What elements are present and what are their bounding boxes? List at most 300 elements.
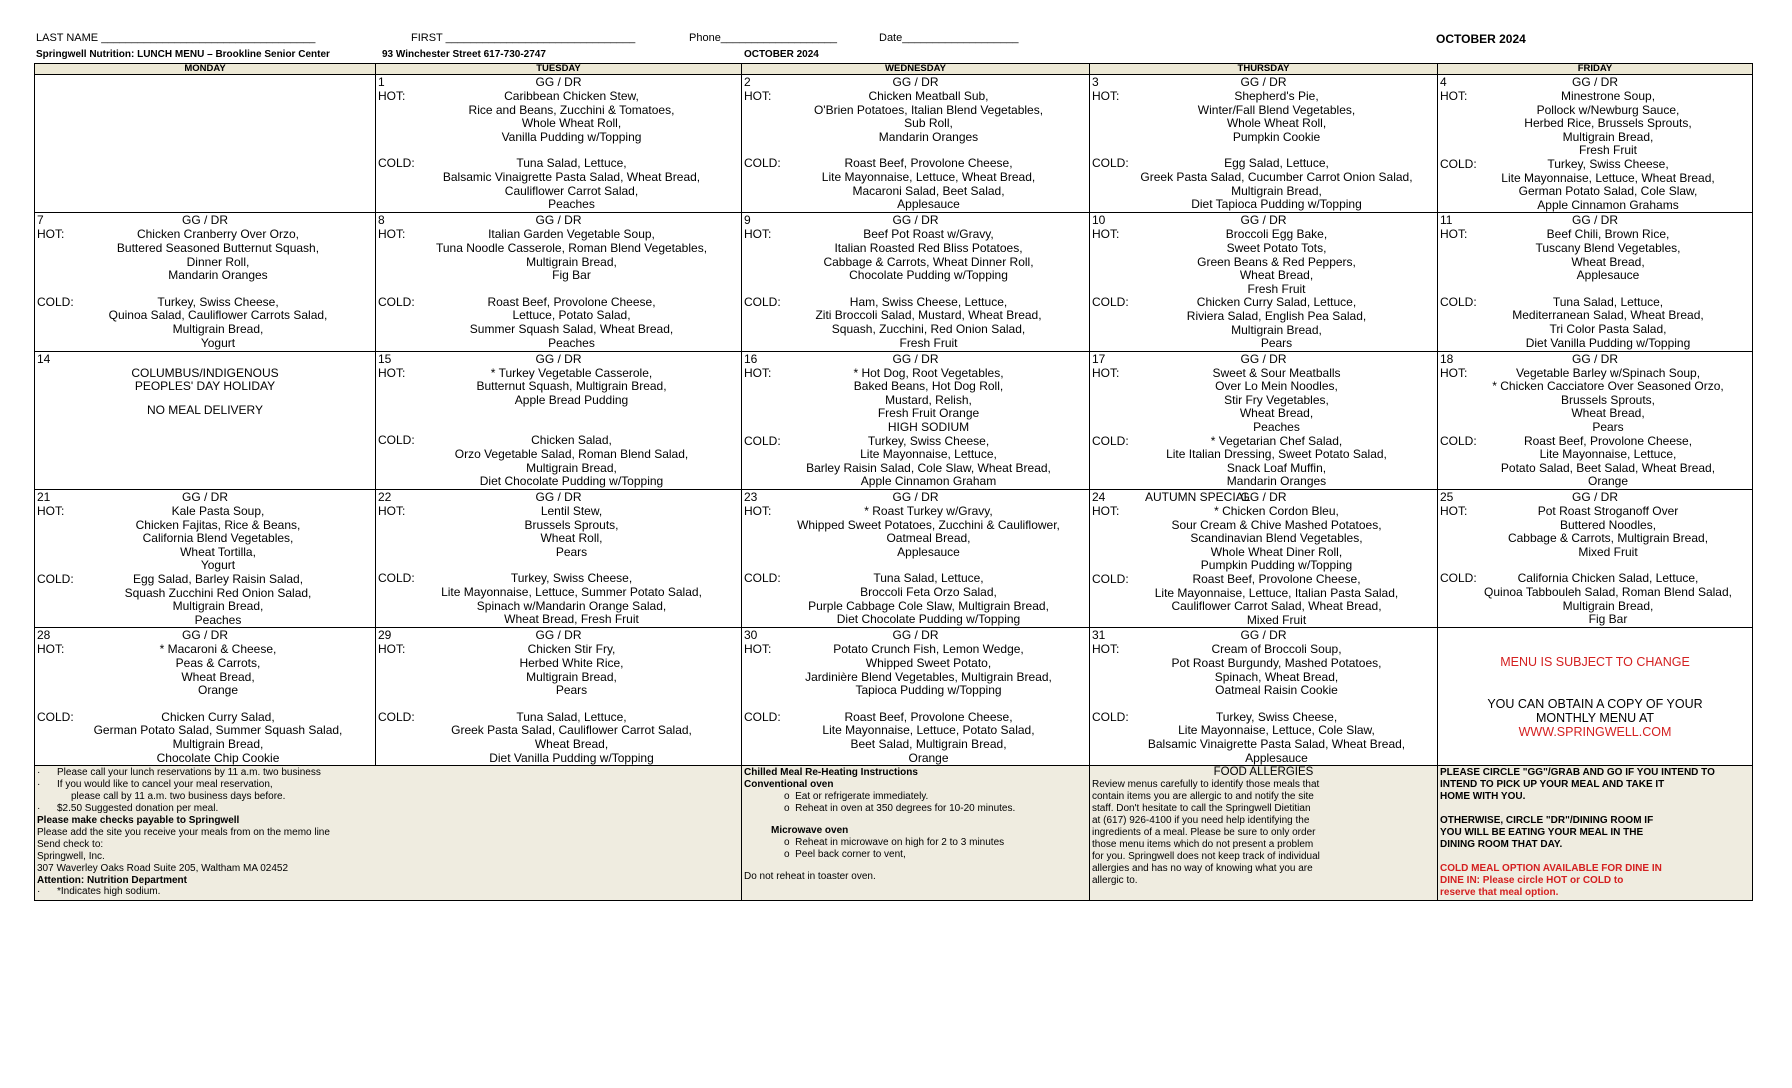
notice-gap	[1440, 669, 1750, 697]
day-content	[37, 214, 373, 350]
cold-label[interactable]: COLD:	[744, 433, 781, 448]
menu-item: Caribbean Chicken Stew,	[504, 89, 639, 103]
day-header	[37, 491, 373, 505]
weekday-header: WEDNESDAY	[742, 64, 1090, 75]
footer-line: · If you would like to cancel your meal reservation,	[37, 779, 273, 791]
day-header	[378, 491, 739, 505]
food-allergies	[1090, 766, 1438, 901]
menu-item: Ziti Broccoli Salad, Mustard, Wheat Bread,	[815, 308, 1042, 323]
hot-section	[1092, 90, 1435, 144]
menu-item: Rice and Beans, Zucchini & Tomatoes,	[468, 102, 675, 117]
day-cell	[742, 75, 1090, 213]
menu-item: Roast Beef, Provolone Cheese,	[844, 709, 1013, 724]
menu-item: * Chicken Cordon Bleu,	[1214, 504, 1339, 519]
menu-item: Pears	[1592, 420, 1624, 435]
menu-item: Broccoli Feta Orzo Salad,	[860, 585, 997, 599]
menu-item: Multigrain Bread,	[526, 669, 617, 684]
menu-item: Fig Bar	[552, 268, 591, 283]
menu-title: Springwell Nutrition: LUNCH MENU – Brookline Senior Center	[36, 49, 330, 60]
menu-item: Minestrone Soup,	[1560, 89, 1656, 103]
cold-items	[744, 157, 1087, 211]
allergy-line: staff. Don't hesitate to call the Springwell Dietitian	[1092, 803, 1311, 815]
day-number: 4	[1440, 75, 1447, 89]
menu-item: Potato Salad, Beet Salad, Wheat Bread,	[1500, 460, 1716, 475]
section-gap	[37, 698, 373, 711]
menu-item: Winter/Fall Blend Vegetables,	[1197, 102, 1356, 117]
day-content	[744, 76, 1087, 212]
menu-item: Whole Wheat Diner Roll,	[1210, 544, 1343, 559]
cold-label[interactable]: COLD:	[1092, 572, 1129, 586]
cold-label[interactable]: COLD:	[378, 294, 415, 309]
hot-items	[378, 367, 739, 408]
hot-label[interactable]: HOT:	[378, 89, 406, 103]
day-content	[1092, 629, 1435, 765]
day-header	[1440, 491, 1750, 505]
menu-item: Barley Raisin Salad, Cole Slaw, Wheat Bread,	[806, 460, 1051, 475]
hot-label[interactable]: HOT:	[744, 227, 772, 242]
day-cell	[376, 213, 742, 351]
hot-label[interactable]: HOT:	[1092, 227, 1120, 242]
menu-item: Turkey, Swiss Cheese,	[510, 571, 633, 586]
menu-item: Ham, Swiss Cheese, Lettuce,	[849, 294, 1008, 309]
day-cell	[35, 351, 376, 489]
menu-item: Lite Italian Dressing, Sweet Potato Salad,	[1166, 447, 1387, 462]
day-header	[37, 353, 373, 367]
menu-item: Whole Wheat Roll,	[1226, 116, 1327, 131]
cold-label[interactable]: COLD:	[744, 709, 781, 724]
hot-label[interactable]: HOT:	[744, 504, 772, 519]
menu-item: Multigrain Bread,	[1562, 598, 1654, 613]
day-content	[1092, 353, 1435, 489]
menu-item: Peaches	[194, 612, 242, 627]
cold-label[interactable]: COLD:	[744, 294, 781, 309]
cold-items	[744, 435, 1087, 489]
footer-line: Springwell, Inc.	[37, 850, 105, 862]
cold-label[interactable]: COLD:	[378, 433, 415, 448]
reheat-step: o Peel back corner to vent,	[784, 848, 906, 860]
hot-items	[1092, 643, 1435, 697]
reservation-info	[35, 766, 742, 901]
menu-item: Tuna Salad, Lettuce,	[873, 571, 984, 586]
hot-label[interactable]: HOT:	[378, 504, 406, 519]
hot-items	[1440, 505, 1750, 559]
menu-item: Diet Vanilla Pudding w/Topping	[489, 750, 654, 765]
cold-label[interactable]: COLD:	[1092, 433, 1129, 448]
hot-label[interactable]: HOT:	[744, 365, 772, 380]
cold-label[interactable]: COLD:	[1440, 156, 1477, 171]
gg-dr-choice[interactable]: GG / DR	[1240, 75, 1287, 89]
cold-items	[37, 711, 373, 765]
reheat-subtitle: Microwave oven	[771, 825, 849, 836]
cold-items	[378, 296, 739, 350]
cold-section	[37, 573, 373, 627]
day-content	[744, 491, 1087, 627]
menu-item: * Macaroni & Cheese,	[159, 642, 277, 657]
cold-items	[1092, 157, 1435, 211]
cold-section	[378, 157, 739, 211]
cold-items	[1092, 573, 1435, 627]
day-header	[744, 629, 1087, 643]
menu-item: Mandarin Oranges	[1226, 474, 1327, 489]
weekday-header: MONDAY	[35, 64, 376, 75]
website-link[interactable]: WWW.SPRINGWELL.COM	[1518, 725, 1672, 740]
day-cell	[1090, 490, 1438, 628]
menu-item: Buttered Noodles,	[1559, 517, 1657, 532]
menu-item: Turkey, Swiss Cheese,	[1547, 156, 1669, 171]
hot-label[interactable]: HOT:	[37, 504, 65, 519]
gg-dr-choice[interactable]: GG / DR	[892, 351, 939, 366]
circle-line: INTEND TO PICK UP YOUR MEAL AND TAKE IT	[1440, 779, 1665, 791]
weekday-header: THURSDAY	[1090, 64, 1438, 75]
menu-item: Potato Crunch Fish, Lemon Wedge,	[833, 642, 1024, 657]
menu-item: Tapioca Pudding w/Topping	[855, 683, 1002, 698]
hot-section	[1440, 505, 1750, 559]
day-cell	[1090, 628, 1438, 766]
day-number: 22	[378, 490, 392, 505]
gg-dr-choice[interactable]: GG / DR	[1571, 213, 1618, 228]
menu-item: Peaches	[548, 335, 595, 350]
day-header	[744, 214, 1087, 228]
gg-dr-choice[interactable]: GG / DR	[1571, 75, 1618, 89]
menu-item: Greek Pasta Salad, Cauliflower Carrot Salad,	[451, 723, 692, 738]
menu-item: Applesauce	[1576, 268, 1640, 283]
cold-items	[37, 296, 373, 350]
gg-dr-choice[interactable]: GG / DR	[181, 628, 228, 643]
hot-items	[744, 90, 1087, 144]
hot-items	[1440, 90, 1750, 158]
day-content	[378, 76, 739, 212]
gg-dr-choice[interactable]: GG / DR	[535, 75, 582, 89]
hot-label[interactable]: HOT:	[744, 642, 772, 657]
special-label: AUTUMN SPECIAL	[1145, 490, 1251, 505]
menu-item: Chicken Salad,	[531, 433, 612, 448]
day-number: 17	[1092, 351, 1106, 366]
day-content	[378, 629, 739, 765]
menu-item: Wheat Bread,	[1239, 406, 1314, 421]
cold-items	[1440, 158, 1750, 212]
gg-dr-choice[interactable]: GG / DR	[181, 213, 228, 228]
day-cell	[35, 628, 376, 766]
menu-item: Green Beans & Red Peppers,	[1197, 254, 1356, 269]
cold-items	[378, 157, 739, 211]
cold-section	[1440, 435, 1750, 489]
cold-label[interactable]: COLD:	[1440, 294, 1477, 309]
menu-item: Brussels Sprouts,	[1560, 392, 1656, 407]
menu-item: Lettuce, Potato Salad,	[512, 308, 631, 323]
hot-section	[744, 228, 1087, 282]
menu-item: Multigrain Bread,	[172, 599, 264, 614]
menu-item: Turkey, Swiss Cheese,	[157, 294, 279, 309]
allergy-line: at (617) 926-4100 if you need help identifying the	[1092, 815, 1310, 826]
day-header	[1092, 491, 1435, 505]
menu-item: Squash Zucchini Red Onion Salad,	[124, 585, 312, 600]
date-field[interactable]: Date___________________	[879, 32, 1019, 44]
menu-item: Wheat Tortilla,	[180, 544, 256, 559]
hot-label[interactable]: HOT:	[744, 89, 772, 103]
menu-item: Balsamic Vinaigrette Pasta Salad, Wheat Bread,	[1147, 736, 1406, 751]
menu-item: Lite Mayonnaise, Lettuce, Potato Salad,	[822, 723, 1035, 738]
last-name-field[interactable]: LAST NAME ___________________________________	[36, 32, 316, 44]
menu-item: Chicken Meatball Sub,	[868, 89, 989, 103]
hot-label[interactable]: HOT:	[1092, 642, 1120, 657]
menu-item: Yogurt	[200, 335, 236, 350]
cold-label[interactable]: COLD:	[378, 709, 415, 724]
day-content	[744, 214, 1087, 350]
menu-item: Vegetable Barley w/Spinach Soup,	[1515, 365, 1701, 380]
footer-row	[35, 766, 1753, 901]
cold-label[interactable]: COLD:	[378, 156, 415, 171]
menu-item: Cream of Broccoli Soup,	[1211, 642, 1342, 657]
cold-items	[744, 711, 1087, 765]
day-header	[37, 214, 373, 228]
day-content	[1440, 214, 1750, 350]
menu-item: Wheat Bread,	[534, 736, 609, 751]
menu-item: Lite Mayonnaise, Lettuce, Summer Potato Salad,	[441, 585, 702, 599]
menu-month: OCTOBER 2024	[744, 49, 819, 60]
day-header	[37, 629, 373, 643]
gg-dr-choice[interactable]: GG / DR	[1571, 490, 1618, 505]
cold-items	[378, 711, 739, 765]
day-cell	[376, 351, 742, 489]
hot-label[interactable]: HOT:	[1440, 227, 1468, 242]
section-gap	[744, 698, 1087, 711]
gg-dr-choice[interactable]: GG / DR	[892, 490, 939, 505]
day-number: 15	[378, 351, 392, 366]
hot-label[interactable]: HOT:	[378, 227, 406, 242]
day-number: 24	[1092, 490, 1106, 505]
holiday-line: PEOPLES' DAY HOLIDAY	[134, 379, 276, 394]
day-cell	[376, 75, 742, 213]
menu-item: Over Lo Mein Noodles,	[1215, 379, 1338, 394]
gg-dr-choice[interactable]: GG / DR	[1240, 351, 1287, 366]
cold-section	[744, 157, 1087, 211]
menu-item: Buttered Seasoned Butternut Squash,	[116, 240, 320, 255]
menu-item: Sub Roll,	[904, 116, 953, 131]
menu-item: Mustard, Relish,	[885, 392, 972, 407]
phone-field[interactable]: Phone___________________	[689, 32, 838, 44]
day-cell	[1090, 213, 1438, 351]
cold-label[interactable]: COLD:	[37, 572, 74, 586]
menu-item: Sweet & Sour Meatballs	[1212, 365, 1341, 380]
day-number: 7	[37, 213, 44, 228]
cold-section	[1440, 158, 1750, 212]
menu-item: Apple Bread Pudding	[514, 392, 629, 407]
cold-label[interactable]: COLD:	[744, 156, 781, 171]
cold-section	[744, 435, 1087, 489]
menu-item: Dinner Roll,	[186, 254, 250, 269]
hot-label[interactable]: HOT:	[1092, 365, 1120, 380]
hot-label[interactable]: HOT:	[1440, 365, 1468, 380]
day-content	[378, 491, 739, 627]
hot-label[interactable]: HOT:	[37, 227, 65, 242]
day-header	[378, 214, 739, 228]
day-number: 23	[744, 490, 758, 505]
menu-item: Whipped Sweet Potato,	[865, 655, 992, 670]
cold-label[interactable]: COLD:	[1440, 433, 1477, 448]
menu-item: Kale Pasta Soup,	[171, 504, 265, 519]
cold-label[interactable]: COLD:	[378, 571, 415, 586]
cold-label[interactable]: COLD:	[1092, 295, 1129, 310]
cold-option-line: COLD MEAL OPTION AVAILABLE FOR DINE IN	[1440, 862, 1662, 874]
gg-dr-choice[interactable]: GG / DR	[892, 213, 939, 228]
cold-items	[378, 434, 739, 488]
cold-label[interactable]: COLD:	[1092, 709, 1129, 724]
day-content	[1440, 491, 1750, 627]
menu-item: Greek Pasta Salad, Cucumber Carrot Onion Salad,	[1140, 169, 1413, 184]
gg-dr-choice[interactable]: GG / DR	[181, 490, 228, 505]
hot-section	[744, 505, 1087, 559]
hot-label[interactable]: HOT:	[378, 642, 406, 657]
circle-line: HOME WITH YOU.	[1440, 791, 1526, 803]
hot-label[interactable]: HOT:	[378, 365, 406, 380]
day-cell	[742, 490, 1090, 628]
day-content	[1440, 76, 1750, 212]
day-content	[744, 353, 1087, 489]
menu-item: Summer Squash Salad, Wheat Bread,	[469, 321, 674, 336]
section-gap	[744, 283, 1087, 296]
cold-option-line: reserve that meal option.	[1440, 886, 1559, 898]
menu-item: Brussels Sprouts,	[524, 517, 619, 532]
allergy-line: those menu items which do not present a problem	[1092, 838, 1314, 850]
day-number: 8	[378, 213, 385, 228]
cold-label[interactable]: COLD:	[37, 294, 74, 309]
menu-item: Chicken Fajitas, Rice & Beans,	[135, 517, 301, 532]
menu-item: Lite Mayonnaise, Lettuce, Italian Pasta Salad,	[1154, 585, 1399, 600]
cold-section	[1440, 296, 1750, 350]
footer-line: · Please call your lunch reservations by 11 a.m. two business	[37, 767, 321, 779]
menu-item: Lite Mayonnaise, Lettuce, Wheat Bread,	[821, 169, 1036, 184]
cold-label[interactable]: COLD:	[1440, 571, 1477, 586]
hot-section	[1092, 505, 1435, 573]
hot-items	[378, 228, 739, 282]
cold-section	[1092, 573, 1435, 627]
menu-item: Snack Loaf Muffin,	[1226, 460, 1327, 475]
copy-notice: YOU CAN OBTAIN A COPY OF YOUR	[1487, 697, 1703, 712]
gg-dr-choice[interactable]: GG / DR	[1571, 351, 1618, 366]
hot-label[interactable]: HOT:	[1440, 89, 1468, 103]
day-header	[378, 76, 739, 90]
day-header	[378, 629, 739, 643]
menu-item: Purple Cabbage Cole Slaw, Multigrain Bread,	[808, 598, 1049, 613]
day-header	[378, 353, 739, 367]
gg-dr-choice[interactable]: GG / DR	[535, 213, 582, 228]
hot-items	[1440, 228, 1750, 282]
day-content	[1092, 76, 1435, 212]
day-number: 16	[744, 351, 758, 366]
cold-label[interactable]: COLD:	[1092, 156, 1129, 171]
menu-item: * Hot Dog, Root Vegetables,	[853, 365, 1004, 380]
menu-item: Vanilla Pudding w/Topping	[501, 129, 642, 144]
day-content	[37, 353, 373, 489]
menu-item: Egg Salad, Lettuce,	[1224, 156, 1329, 171]
change-notice: MENU IS SUBJECT TO CHANGE	[1500, 655, 1690, 670]
day-header	[1092, 629, 1435, 643]
cold-label[interactable]: COLD:	[37, 709, 74, 724]
week-row	[35, 213, 1753, 351]
week-row	[35, 75, 1753, 213]
menu-item: Chocolate Pudding w/Topping	[849, 268, 1008, 283]
gg-dr-choice[interactable]: GG / DR	[1240, 490, 1287, 505]
day-header	[1092, 214, 1435, 228]
cold-label[interactable]: COLD:	[744, 571, 781, 586]
menu-item: Diet Chocolate Pudding w/Topping	[479, 474, 664, 489]
hot-section	[378, 505, 739, 559]
cold-section	[378, 434, 739, 488]
menu-item: Peas & Carrots,	[175, 655, 261, 670]
reheat-step: o Reheat in microwave on high for 2 to 3 minutes	[784, 836, 1005, 848]
footer-line: Attention: Nutrition Department	[37, 874, 187, 886]
day-content	[1092, 214, 1435, 350]
gg-dr-choice[interactable]: GG / DR	[892, 75, 939, 89]
menu-item: Shepherd's Pie,	[1234, 89, 1319, 103]
allergy-line: contain items you are allergic to and notify the site	[1092, 791, 1314, 803]
cold-section	[1440, 572, 1750, 626]
weekday-header: TUESDAY	[376, 64, 742, 75]
gg-dr-choice[interactable]: GG / DR	[535, 628, 582, 643]
cold-items	[378, 572, 739, 626]
day-header	[744, 353, 1087, 367]
hot-section	[37, 643, 373, 697]
menu-item: Pot Roast Stroganoff Over	[1537, 504, 1679, 519]
menu-item: Roast Beef, Provolone Cheese,	[487, 294, 656, 309]
footer-line: · *Indicates high sodium.	[37, 886, 161, 898]
gg-dr-choice[interactable]: GG / DR	[892, 628, 939, 643]
hot-label[interactable]: HOT:	[1092, 89, 1120, 103]
first-name-field[interactable]: FIRST _______________________________	[411, 32, 636, 44]
cold-items	[1440, 296, 1750, 350]
day-content	[378, 214, 739, 350]
menu-item: Wheat Bread,	[1239, 268, 1314, 283]
menu-notice-cell	[1438, 628, 1753, 766]
gg-dr-choice[interactable]: GG / DR	[535, 351, 582, 366]
menu-item: Pears	[555, 683, 588, 698]
hot-label[interactable]: HOT:	[37, 642, 65, 657]
menu-item: Wheat Bread,	[1571, 254, 1645, 269]
menu-item: Fresh Fruit	[899, 335, 958, 350]
menu-item: Sour Cream & Chive Mashed Potatoes,	[1171, 517, 1382, 532]
day-number: 31	[1092, 628, 1106, 643]
day-content	[37, 491, 373, 627]
day-content	[37, 76, 373, 212]
menu-item: * Turkey Vegetable Casserole,	[490, 365, 653, 380]
section-gap	[378, 283, 739, 296]
hot-items	[1092, 90, 1435, 144]
gg-dr-choice[interactable]: GG / DR	[1240, 213, 1287, 228]
day-cell	[376, 628, 742, 766]
footer-line: 307 Waverley Oaks Road Suite 205, Waltham MA 02452	[37, 862, 289, 874]
day-number: 30	[744, 628, 758, 643]
menu-item: Diet Vanilla Pudding w/Topping	[1525, 335, 1691, 350]
hot-label[interactable]: HOT:	[1440, 504, 1468, 519]
gg-dr-choice[interactable]: GG / DR	[535, 490, 582, 505]
allergy-line: Review menus carefully to identify those meals that	[1092, 779, 1320, 791]
gg-dr-choice[interactable]: GG / DR	[1240, 628, 1287, 643]
hot-items	[744, 505, 1087, 559]
day-content	[1440, 353, 1750, 489]
menu-item: Oatmeal Bread,	[886, 531, 971, 546]
menu-item: Yogurt	[200, 558, 236, 573]
hot-items	[37, 228, 373, 282]
menu-item: Multigrain Bread,	[526, 254, 617, 269]
cold-section	[744, 711, 1087, 765]
day-cell	[1438, 490, 1753, 628]
hot-label[interactable]: HOT:	[1092, 504, 1120, 519]
day-number: 11	[1440, 213, 1453, 228]
empty-cell	[35, 75, 376, 213]
hot-section	[1092, 643, 1435, 697]
day-cell	[376, 490, 742, 628]
menu-item: * Chicken Cacciatore Over Seasoned Orzo,	[1492, 379, 1724, 394]
